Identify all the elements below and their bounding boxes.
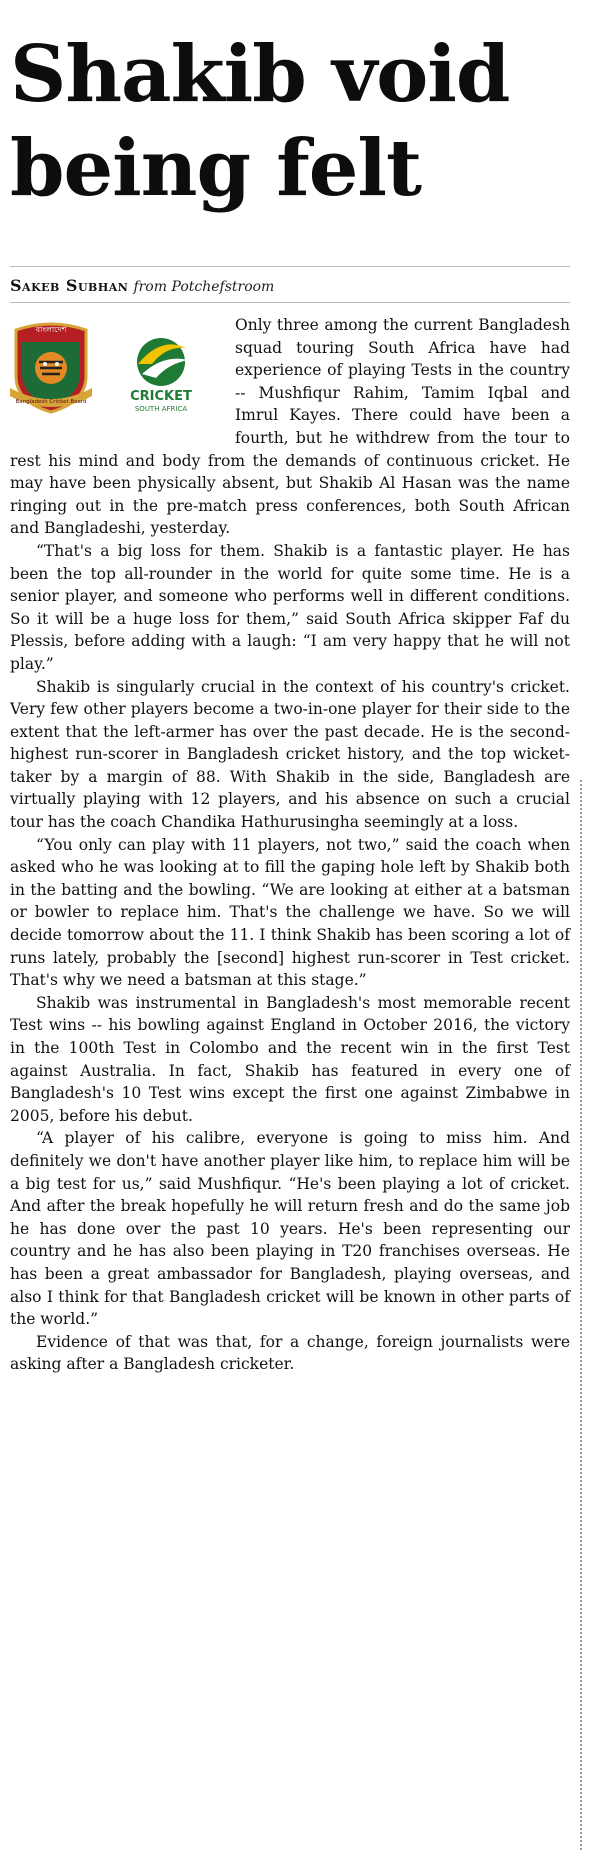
byline-place: from Potchefstroom — [133, 279, 275, 295]
headline — [10, 28, 570, 216]
column-divider — [580, 780, 586, 1850]
byline-top-rule — [10, 266, 570, 267]
byline-author: Sakeb Subhan — [10, 276, 129, 295]
paragraph-1: Only three among the current Bangladesh squad touring South Africa have had experience of playing Tests in the country -- Mushfiqur Rahim, Tamim Iqbal and Imrul Kayes. There could have been a fourth, but he withdrew from the tour to rest his mind and body from the demands of continuous cricket. He may have been physically absent, but Shakib Al Hasan was the name ringing out in the pre-match press conferences, both South African and Bangladeshi, yesterday. — [10, 316, 570, 538]
bcb-logo — [10, 318, 92, 414]
csa-logo — [106, 334, 216, 414]
logos-block — [10, 314, 225, 434]
paragraph-3: Shakib is singularly crucial in the context of his country's cricket. Very few other players become a two-in-one player for their side to the extent that the left-armer has over the past decade. He is the second-highest run-scorer in Bangladesh cricket history, and the top wicket-taker by a margin of 88. With Shakib in the side, Bangladesh are virtually playing with 12 players, and his absence on such a crucial tour has the coach Chandika Hathurusingha seemingly at a loss. — [10, 677, 570, 832]
bcb-logo-text-bottom: Bangladesh Cricket Board — [15, 399, 87, 405]
headline-line-1: Shakib void — [10, 29, 510, 120]
headline-line-2: being felt — [10, 123, 422, 214]
paragraph-2: “That's a big loss for them. Shakib is a fantastic player. He has been the top all-rounder in the world for quite some time. He is a senior player, and someone who performs well in different conditions. So it will be a huge loss for them,” said South Africa skipper Faf du Plessis, before adding with a laugh: “I am very happy that he will not play.” — [10, 541, 570, 673]
paragraph-6: “A player of his calibre, everyone is going to miss him. And definitely we don't have another player like him, to replace him will be a big test for us,” said Mushfiqur. “He's been playing a lot of cricket. And after the break hopefully he will return fresh and do the same job he has done over the past 10 years. He's been representing our country and he has also been playing in T20 franchises overseas. He has been a great ambassador for Bangladesh, playing overseas, and also I think for that Bangladesh cricket will be known in other parts of the world.” — [10, 1129, 570, 1329]
bcb-logo-text-top: বাংলাদেশ — [35, 325, 67, 334]
csa-logo-text-top: CRICKET — [130, 389, 192, 404]
paragraph-4: “You only can play with 11 players, not two,” said the coach when asked who he was looking at to fill the gaping hole left by Shakib both in the batting and the bowling. “We are looking at either at a batsman or bowler to replace him. That's the challenge we have. So we will decide tomorrow about the 11. I think Shakib has been scoring a lot of runs lately, probably the [second] highest run-scorer in Test cricket. That's why we need a batsman at this stage.” — [10, 835, 570, 990]
byline — [10, 276, 274, 295]
article-body — [10, 314, 570, 1376]
paragraph-5: Shakib was instrumental in Bangladesh's most memorable recent Test wins -- his bowling against England in October 2016, the victory in the 100th Test in Colombo and the recent win in the first Test against Australia. In fact, Shakib has featured in every one of Bangladesh's 10 Test wins except the first one against Zimbabwe in 2005, before his debut. — [10, 993, 570, 1125]
byline-bottom-rule — [10, 302, 570, 303]
csa-logo-text-bottom: SOUTH AFRICA — [134, 405, 188, 413]
paragraph-7: Evidence of that was that, for a change, foreign journalists were asking after a Bangladesh cricketer. — [10, 1332, 570, 1374]
